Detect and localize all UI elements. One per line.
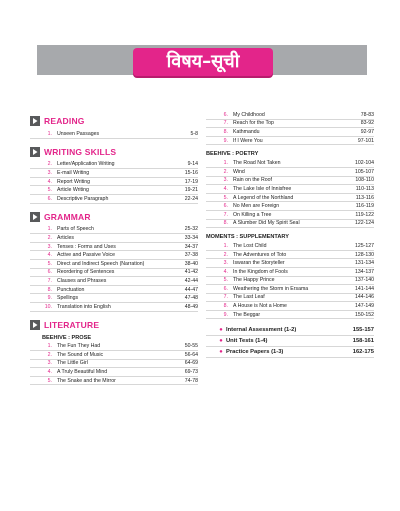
toc-row — [30, 303, 198, 312]
item-number: 9. — [223, 311, 228, 318]
toc-row — [206, 311, 374, 320]
toc-row — [30, 294, 198, 303]
item-title: Translation into English — [57, 303, 111, 310]
toc-row — [206, 259, 374, 268]
item-pages: 137-140 — [354, 277, 374, 284]
item-pages: 108-110 — [355, 177, 374, 184]
item-pages: 92-97 — [360, 128, 374, 135]
item-number: 3. — [223, 260, 228, 267]
assessment-list — [206, 325, 374, 358]
item-title: A Slumber Did My Spirit Seal — [233, 220, 300, 227]
sub-heading-poetry: BEEHIVE : POETRY — [206, 151, 259, 158]
item-title: In the Kingdom of Fools — [233, 268, 288, 275]
item-title: The Fun They Had — [57, 343, 101, 350]
item-title: Clauses and Phrases — [57, 277, 107, 284]
section-title: GRAMMAR — [44, 211, 91, 222]
item-number: 1. — [47, 343, 52, 350]
assessment-row — [206, 347, 374, 358]
item-pages: 158-161 — [352, 338, 374, 345]
poetry-list — [206, 159, 374, 228]
item-pages: 25-32 — [184, 226, 198, 233]
item-title: The Snake and the Mirror — [57, 377, 116, 384]
item-number: 2. — [223, 251, 228, 258]
item-title: A Legend of the Northland — [233, 194, 294, 201]
item-title: Rain on the Roof — [233, 177, 272, 184]
item-title: Unit Tests (1-4) — [226, 338, 268, 345]
item-number: 5. — [47, 377, 52, 384]
toc-row — [206, 220, 374, 229]
item-number: 3. — [47, 243, 52, 250]
item-number: 6. — [223, 285, 228, 292]
arrow-bullet-icon — [30, 147, 40, 157]
item-number: 5. — [47, 187, 52, 194]
arrow-bullet-icon — [30, 212, 40, 222]
section-literature — [30, 318, 198, 332]
bullet-dot-icon: ● — [219, 327, 223, 334]
item-title: The Little Girl — [57, 360, 88, 367]
item-pages: 5-8 — [190, 130, 198, 137]
item-number: 4. — [47, 252, 52, 259]
reading-list — [30, 130, 198, 139]
item-title: Reordering of Sentences — [57, 269, 115, 276]
item-pages: 105-107 — [354, 168, 374, 175]
item-pages: 122-124 — [354, 220, 374, 227]
section-writing — [30, 145, 198, 159]
item-pages: 17-19 — [184, 178, 198, 185]
item-pages: 131-134 — [354, 260, 374, 267]
item-pages: 56-64 — [184, 351, 198, 358]
toc-row — [206, 177, 374, 186]
item-title: The Happy Prince — [233, 277, 275, 284]
item-number: 7. — [223, 211, 228, 218]
item-title: The Sound of Music — [57, 351, 104, 358]
item-pages: 22-24 — [184, 195, 198, 202]
sub-heading-prose: BEEHIVE : PROSE — [42, 334, 92, 341]
item-pages: 97-101 — [357, 137, 374, 144]
toc-row — [206, 137, 374, 146]
prose-list — [30, 343, 198, 386]
item-number: 2. — [223, 168, 228, 175]
toc-row — [206, 194, 374, 203]
item-pages: 113-116 — [355, 194, 374, 201]
toc-row — [30, 130, 198, 139]
item-pages: 33-34 — [184, 234, 198, 241]
toc-row — [30, 260, 198, 269]
item-number: 6. — [223, 203, 228, 210]
item-pages: 37-38 — [184, 252, 198, 259]
toc-row — [206, 294, 374, 303]
section-title: READING — [44, 116, 85, 126]
item-title: No Men are Foreign — [233, 203, 280, 210]
item-title: If I Were You — [233, 137, 263, 144]
toc-row — [30, 234, 198, 243]
toc-row — [206, 120, 374, 129]
item-title: The Last Leaf — [233, 294, 265, 301]
item-pages: 162-175 — [352, 349, 374, 356]
item-number: 4. — [47, 178, 52, 185]
toc-row — [30, 360, 198, 369]
toc-row — [30, 178, 198, 187]
item-pages: 9-14 — [187, 161, 198, 168]
bullet-dot-icon: ● — [219, 338, 223, 345]
item-pages: 42-44 — [184, 277, 198, 284]
item-title: Parts of Speech — [57, 226, 94, 233]
item-number: 9. — [223, 137, 228, 144]
section-title: LITERATURE — [44, 319, 100, 330]
item-number: 1. — [223, 160, 228, 167]
item-number: 2. — [47, 351, 52, 358]
item-title: Articles — [57, 234, 75, 241]
item-title: Direct and Indirect Speech (Narration) — [57, 260, 145, 267]
item-pages: 15-16 — [184, 169, 198, 176]
item-number: 7. — [223, 120, 228, 127]
item-pages: 128-130 — [354, 251, 374, 258]
toc-row — [206, 302, 374, 311]
arrow-bullet-icon — [30, 320, 40, 330]
item-title: E-mail Writing — [57, 169, 90, 176]
item-number: 4. — [223, 185, 228, 192]
item-title: Unseen Passages — [57, 130, 100, 137]
item-pages: 125-127 — [354, 242, 374, 249]
toc-row — [30, 286, 198, 295]
item-pages: 147-149 — [354, 303, 374, 310]
item-pages: 48-49 — [184, 303, 198, 310]
item-number: 7. — [47, 277, 52, 284]
item-number: 2. — [47, 234, 52, 241]
toc-left-column — [30, 112, 198, 391]
item-pages: 144-146 — [354, 294, 374, 301]
page-title: विषय–सूची — [166, 51, 240, 72]
item-title: The Road Not Taken — [233, 160, 281, 167]
sub-heading-moments: MOMENTS : SUPPLEMENTARY — [206, 234, 289, 241]
moments-list — [206, 242, 374, 319]
item-pages: 102-104 — [354, 160, 374, 167]
item-number: 1. — [223, 242, 228, 249]
item-title: Spellings — [57, 295, 79, 302]
assessment-row — [206, 325, 374, 336]
item-pages: 50-55 — [184, 343, 198, 350]
item-number: 8. — [223, 128, 228, 135]
bullet-dot-icon: ● — [219, 349, 223, 356]
item-number: 8. — [223, 303, 228, 310]
item-pages: 78-83 — [360, 111, 374, 118]
toc-row — [30, 195, 198, 204]
item-number: 3. — [47, 169, 52, 176]
item-pages: 141-144 — [354, 285, 374, 292]
item-title: Letter/Application Writing — [57, 161, 115, 168]
toc-row — [30, 251, 198, 260]
arrow-bullet-icon — [30, 116, 40, 126]
item-title: Report Writing — [57, 178, 91, 185]
toc-row — [206, 202, 374, 211]
item-title: Iswaran the Storyteller — [233, 260, 285, 267]
item-title: Internal Assessment (1-2) — [226, 327, 297, 334]
item-number: 3. — [47, 360, 52, 367]
grammar-list — [30, 226, 198, 312]
item-title: Tenses : Forms and Uses — [57, 243, 116, 250]
item-number: 2. — [47, 161, 52, 168]
item-pages: 134-137 — [354, 268, 374, 275]
item-pages: 64-69 — [184, 360, 198, 367]
item-number: 6. — [223, 111, 228, 118]
item-title: On Killing a Tree — [233, 211, 272, 218]
toc-row — [206, 277, 374, 286]
item-title: Wind — [233, 168, 245, 175]
toc-row — [30, 277, 198, 286]
assessment-row — [206, 336, 374, 347]
item-number: 5. — [223, 277, 228, 284]
item-title: Kathmandu — [233, 128, 260, 135]
item-number: 4. — [223, 268, 228, 275]
item-pages: 119-122 — [355, 211, 374, 218]
item-pages: 74-78 — [184, 377, 198, 384]
item-number: 5. — [223, 194, 228, 201]
item-number: 3. — [223, 177, 228, 184]
item-title: My Childhood — [233, 111, 265, 118]
toc-row — [30, 169, 198, 178]
item-pages: 41-42 — [184, 269, 198, 276]
item-pages: 83-92 — [360, 120, 374, 127]
item-pages: 116-119 — [355, 203, 374, 210]
item-title: The Lost Child — [233, 242, 267, 249]
item-title: The Lake Isle of Innisfree — [233, 185, 292, 192]
item-title: Descriptive Paragraph — [57, 195, 109, 202]
section-title: WRITING SKILLS — [44, 146, 117, 157]
item-title: Punctuation — [57, 286, 85, 293]
toc-row — [206, 268, 374, 277]
writing-list — [30, 161, 198, 204]
item-pages: 47-48 — [184, 295, 198, 302]
toc-row — [30, 226, 198, 235]
item-title: Reach for the Top — [233, 120, 274, 127]
toc-row — [30, 186, 198, 195]
item-pages: 150-152 — [354, 311, 374, 318]
item-title: Practice Papers (1-3) — [226, 349, 284, 356]
item-number: 7. — [223, 294, 228, 301]
item-pages: 44-47 — [184, 286, 198, 293]
toc-row — [206, 242, 374, 251]
toc-row — [206, 111, 374, 120]
section-grammar — [30, 210, 198, 224]
item-number: 8. — [223, 220, 228, 227]
item-title: The Adventures of Toto — [233, 251, 287, 258]
section-reading — [30, 114, 198, 128]
toc-row — [206, 285, 374, 294]
item-number: 10. — [44, 303, 52, 310]
toc-row — [206, 251, 374, 260]
item-number: 1. — [47, 226, 52, 233]
toc-row — [30, 243, 198, 252]
item-pages: 110-113 — [355, 185, 374, 192]
item-number: 8. — [47, 286, 52, 293]
item-number: 6. — [47, 195, 52, 202]
prose-continued-list — [206, 111, 374, 145]
toc-row — [30, 377, 198, 386]
toc-row — [206, 185, 374, 194]
toc-right-column — [206, 111, 374, 358]
toc-row — [206, 159, 374, 168]
item-title: A Truly Beautiful Mind — [57, 369, 108, 376]
item-number: 1. — [47, 130, 52, 137]
item-pages: 38-40 — [184, 260, 198, 267]
item-title: A House is Not a Home — [233, 303, 287, 310]
toc-row — [30, 269, 198, 278]
toc-row — [206, 128, 374, 137]
item-number: 5. — [47, 260, 52, 267]
item-pages: 34-37 — [184, 243, 198, 250]
item-title: Weathering the Storm in Ersama — [233, 285, 309, 292]
item-title: Article Writing — [57, 187, 89, 194]
item-number: 4. — [47, 369, 52, 376]
toc-row — [206, 211, 374, 220]
item-title: Active and Passive Voice — [57, 252, 115, 259]
item-pages: 19-21 — [184, 187, 198, 194]
toc-row — [30, 161, 198, 170]
item-number: 9. — [47, 295, 52, 302]
item-number: 6. — [47, 269, 52, 276]
item-pages: 69-73 — [184, 369, 198, 376]
toc-row — [30, 368, 198, 377]
toc-row — [30, 351, 198, 360]
toc-row — [206, 168, 374, 177]
item-title: The Beggar — [233, 311, 261, 318]
item-pages: 155-157 — [352, 327, 374, 334]
toc-row — [30, 343, 198, 352]
